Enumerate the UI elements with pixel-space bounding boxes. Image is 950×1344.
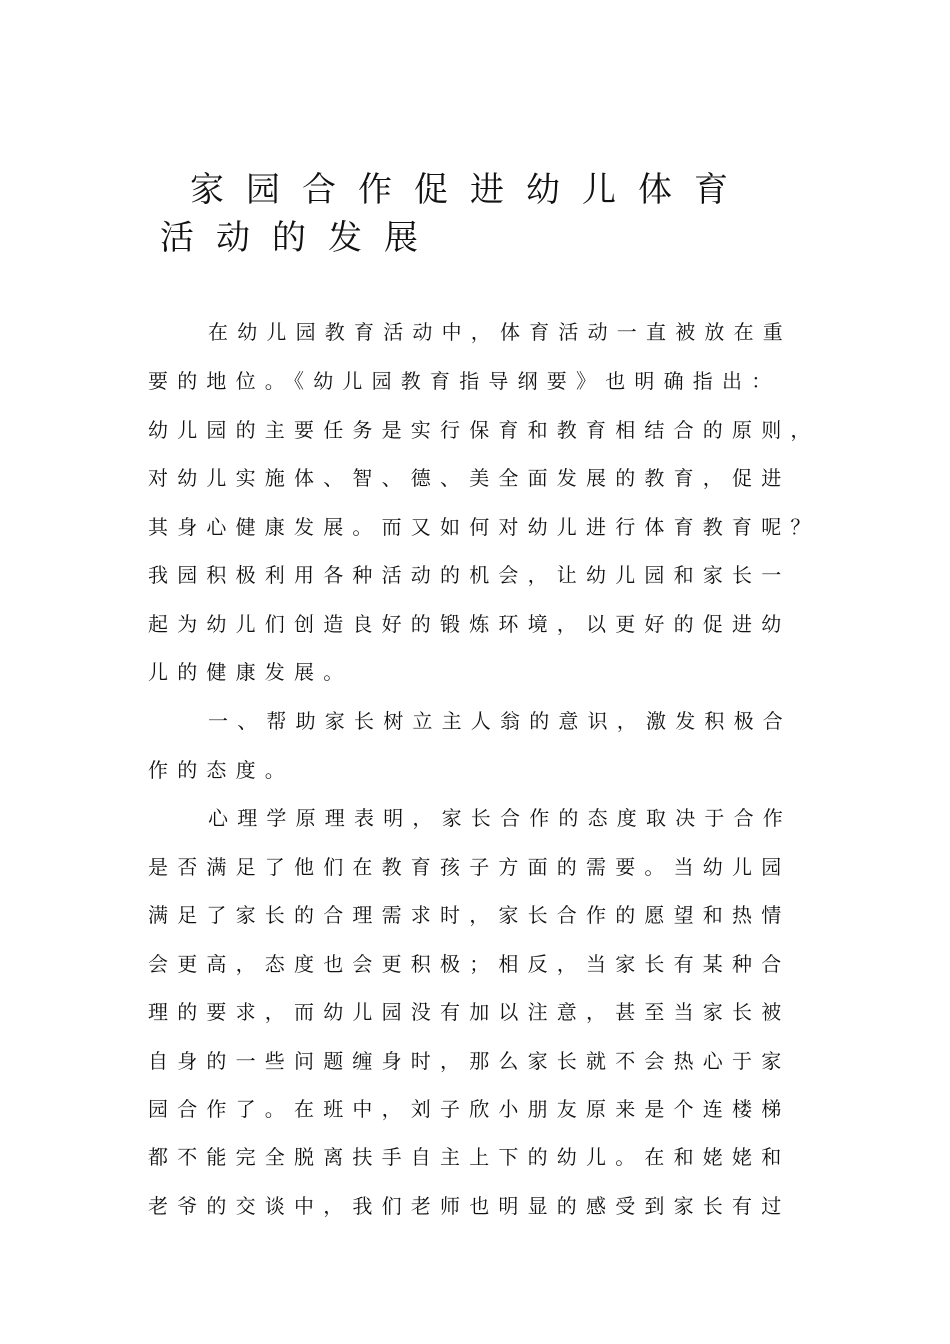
body-line-11: 心理学原理表明，家长合作的态度取决于合作 [208,806,792,830]
body-line-1: 在幼儿园教育活动中，体育活动一直被放在重 [208,320,792,344]
body-line-5: 其身心健康发展。而又如何对幼儿进行体育教育呢？ [148,515,820,539]
body-line-14: 会更高，态度也会更积极；相反，当家长有某种合 [148,952,791,976]
body-line-17: 园合作了。在班中，刘子欣小朋友原来是个连楼梯 [148,1097,791,1121]
body-line-18: 都不能完全脱离扶手自主上下的幼儿。在和姥姥和 [148,1145,791,1169]
section-heading-line-2: 作的态度。 [148,758,294,782]
body-line-19: 老爷的交谈中，我们老师也明显的感受到家长有过 [148,1194,791,1218]
title-line-2: 活动的发展 [160,218,440,258]
body-line-15: 理的要求，而幼儿园没有加以注意，甚至当家长被 [148,1000,791,1024]
body-line-8: 儿的健康发展。 [148,660,353,684]
body-line-13: 满足了家长的合理需求时，家长合作的愿望和热情 [148,903,791,927]
title-line-1: 家园合作促进幼儿体育 [190,170,750,210]
body-line-3: 幼儿园的主要任务是实行保育和教育相结合的原则， [148,418,820,442]
body-line-4: 对幼儿实施体、智、德、美全面发展的教育，促进 [148,466,791,490]
body-line-2: 要的地位。《幼儿园教育指导纲要》也明确指出： [148,369,781,393]
body-line-16: 自身的一些问题缠身时，那么家长就不会热心于家 [148,1049,791,1073]
body-line-12: 是否满足了他们在教育孩子方面的需要。当幼儿园 [148,855,791,879]
body-line-7: 起为幼儿们创造良好的锻炼环境，以更好的促进幼 [148,612,791,636]
body-line-6: 我园积极利用各种活动的机会，让幼儿园和家长一 [148,563,791,587]
section-heading-line-1: 一、帮助家长树立主人翁的意识，激发积极合 [208,709,792,733]
